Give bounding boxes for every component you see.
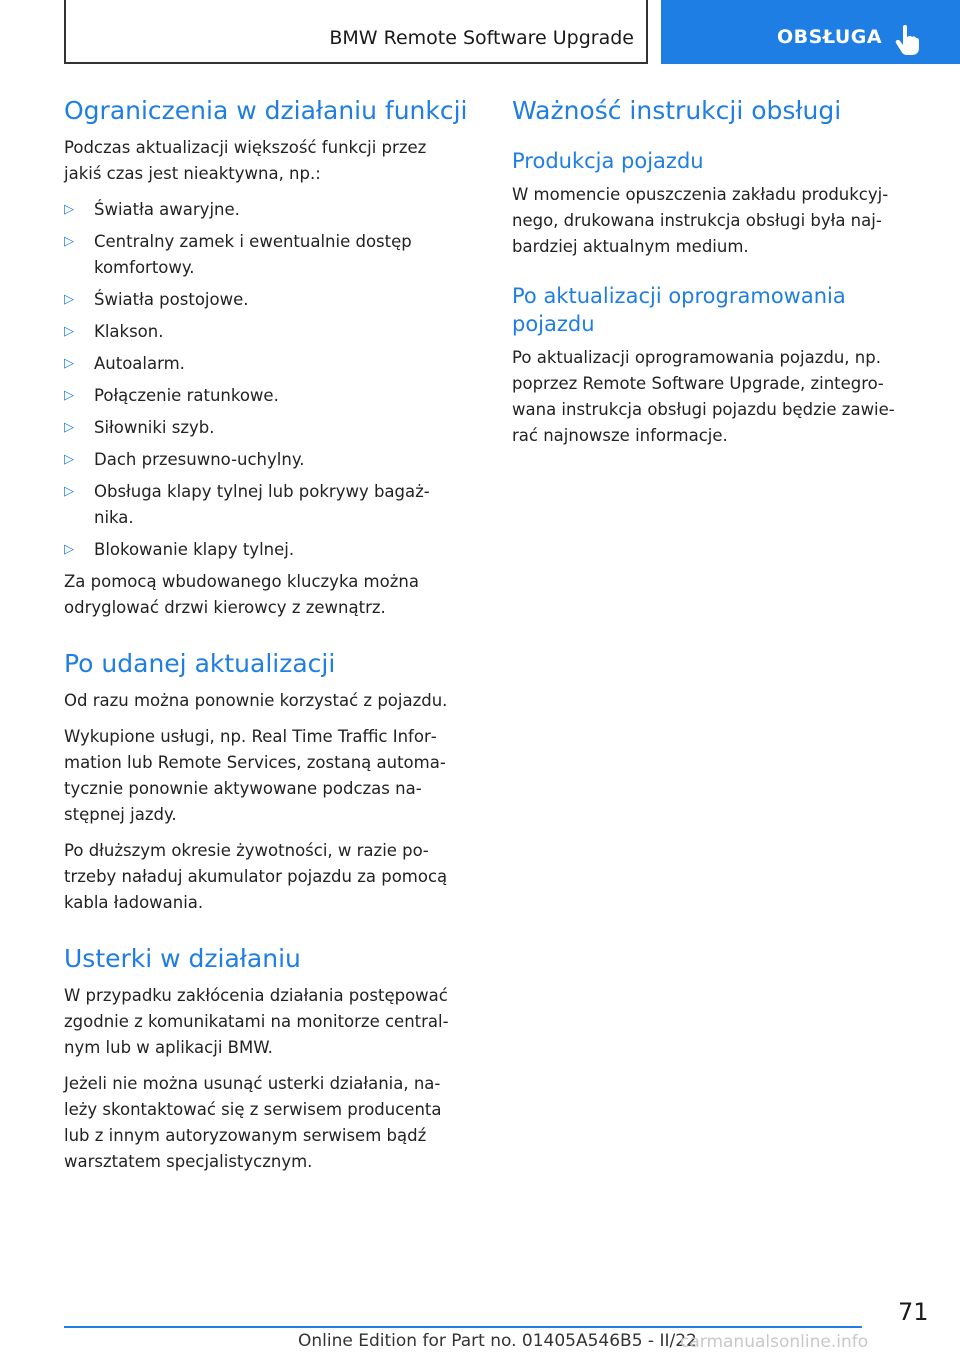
list-item: ▷ Obsługa klapy tylnej lub pokrywy bagaż‐ nika. xyxy=(64,479,484,531)
list-item: ▷ Światła awaryjne. xyxy=(64,197,484,223)
hand-pointer-icon xyxy=(893,24,921,56)
list-item: ▷ Siłowniki szyb. xyxy=(64,415,484,441)
watermark: carmanualsonline.info xyxy=(680,1332,869,1352)
subheading-vehicle-production: Produkcja pojazdu xyxy=(512,149,704,173)
header-title-box xyxy=(64,0,648,64)
limitations-intro: Podczas aktualizacji większość funkcji przez jakiś czas jest nieaktywna, np.: xyxy=(64,138,427,183)
section-tab-label: OBSŁUGA xyxy=(777,26,883,48)
subheading-after-software-update: Po aktualizacji oprogramowania pojazdu xyxy=(512,284,846,336)
bullet-triangle-icon: ▷ xyxy=(64,234,74,249)
bullet-triangle-icon: ▷ xyxy=(64,452,74,467)
after-update-paragraph-1: Od razu można ponownie korzystać z pojazdu. xyxy=(64,691,448,710)
list-item: ▷ Dach przesuwno-uchylny. xyxy=(64,447,484,473)
page-number: 71 xyxy=(898,1298,929,1326)
bullet-triangle-icon: ▷ xyxy=(64,202,74,217)
bullet-triangle-icon: ▷ xyxy=(64,420,74,435)
after-software-update-text: Po aktualizacji oprogramowania pojazdu, np. poprzez Remote Software Upgrade, zintegro‐ wana instrukcja obsługi pojazdu będzie zawie‐ rać najnowsze informacje. xyxy=(512,348,895,445)
list-item: ▷ Światła postojowe. xyxy=(64,287,484,313)
bullet-triangle-icon: ▷ xyxy=(64,292,74,307)
section-tab[interactable] xyxy=(661,0,960,64)
list-item: ▷ Centralny zamek i ewentualnie dostęp komfortowy. xyxy=(64,229,484,281)
section-heading-limitations: Ograniczenia w działaniu funkcji xyxy=(64,96,468,125)
section-heading-malfunctions: Usterki w działaniu xyxy=(64,944,301,973)
vehicle-production-text: W momencie opuszczenia zakładu produkcyj‐ nego, drukowana instrukcja obsługi była naj‐ bardziej aktualnym medium. xyxy=(512,185,889,256)
limitations-list xyxy=(64,197,484,563)
header-title: BMW Remote Software Upgrade xyxy=(329,27,634,49)
list-item: ▷ Połączenie ratunkowe. xyxy=(64,383,484,409)
after-update-paragraph-3: Po dłuższym okresie żywotności, w razie po‐ trzeby naładuj akumulator pojazdu za pomocą kabla ładowania. xyxy=(64,841,448,912)
list-item: ▷ Autoalarm. xyxy=(64,351,484,377)
list-item: ▷ Blokowanie klapy tylnej. xyxy=(64,537,484,563)
footer-edition: Online Edition for Part no. 01405A546B5 - II/22 xyxy=(298,1331,697,1351)
footer-divider xyxy=(64,1326,862,1328)
after-update-paragraph-2: Wykupione usługi, np. Real Time Traffic Infor‐ mation lub Remote Services, zostaną automa‐ tycznie ponownie aktywowane podczas na‐ stępnej jazdy. xyxy=(64,727,446,824)
section-heading-manual-validity: Ważność instrukcji obsługi xyxy=(512,96,842,125)
bullet-triangle-icon: ▷ xyxy=(64,484,74,499)
section-heading-after-update: Po udanej aktualizacji xyxy=(64,649,336,678)
limitations-outro: Za pomocą wbudowanego kluczyka można odryglować drzwi kierowcy z zewnątrz. xyxy=(64,572,419,617)
right-column xyxy=(512,96,930,459)
left-column xyxy=(64,96,484,1185)
list-item: ▷ Klakson. xyxy=(64,319,484,345)
bullet-triangle-icon: ▷ xyxy=(64,356,74,371)
malfunctions-paragraph-2: Jeżeli nie można usunąć usterki działania, na‐ leży skontaktować się z serwisem producenta lub z innym autoryzowanym serwisem bądź warsztatem specjalistycznym. xyxy=(64,1074,442,1171)
bullet-triangle-icon: ▷ xyxy=(64,542,74,557)
bullet-triangle-icon: ▷ xyxy=(64,388,74,403)
malfunctions-paragraph-1: W przypadku zakłócenia działania postępować zgodnie z komunikatami na monitorze central‐ nym lub w aplikacji BMW. xyxy=(64,986,449,1057)
bullet-triangle-icon: ▷ xyxy=(64,324,74,339)
